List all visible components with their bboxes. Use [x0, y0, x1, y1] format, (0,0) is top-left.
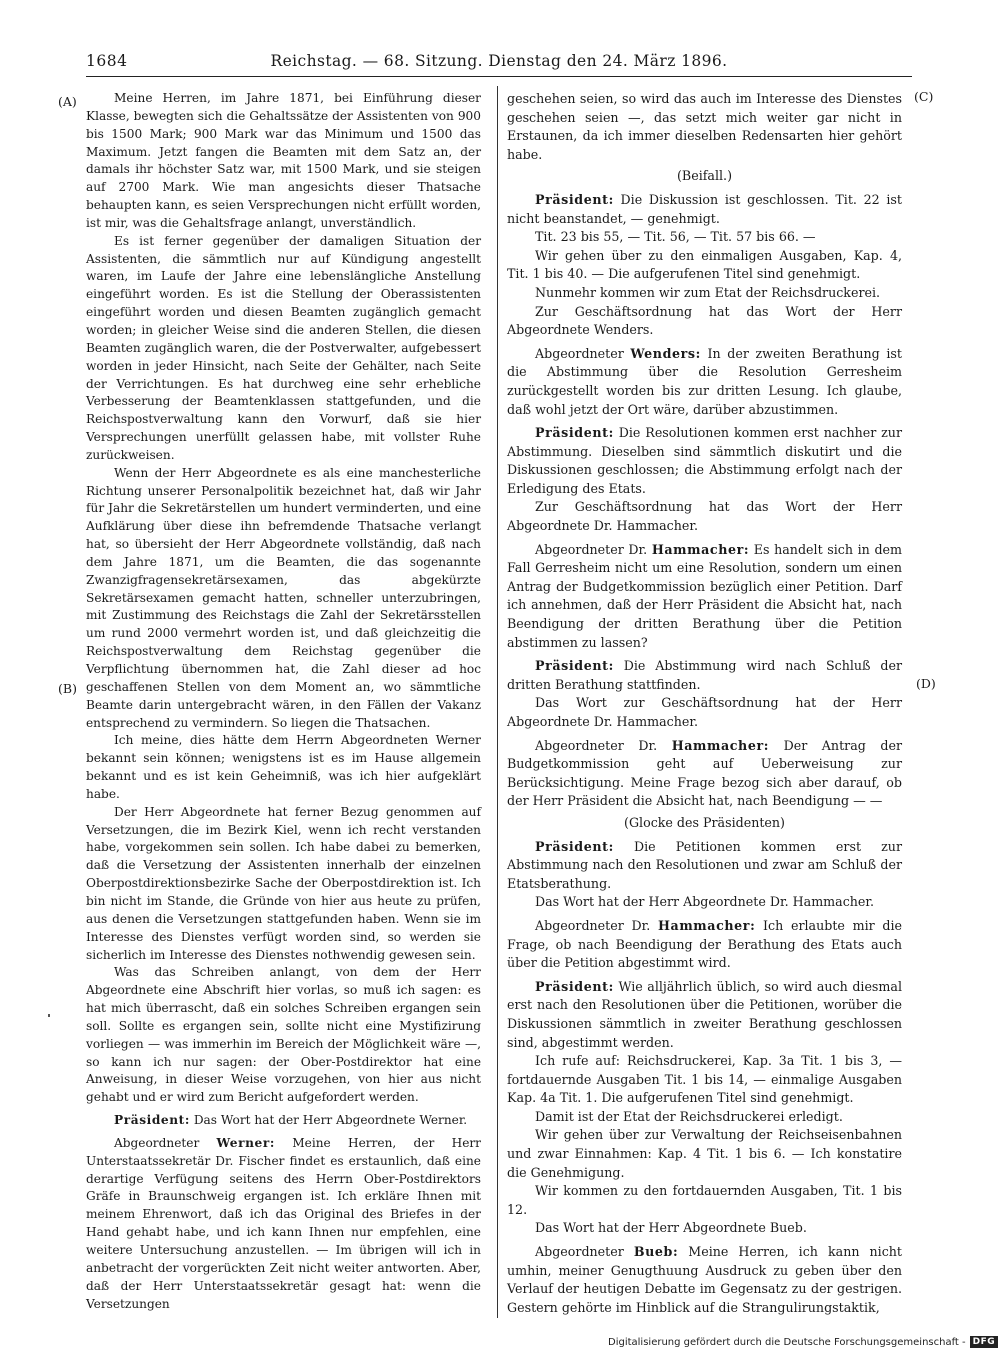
text-paragraph	[507, 284, 902, 303]
paragraph-text: Wir gehen über zu den einmaligen Ausgaben, Kap. 4, Tit. 1 bis 40. — Die aufgerufenen Titel sind genehmigt.	[507, 247, 902, 282]
speech-paragraph	[507, 191, 902, 228]
footer-credit-text: Digitalisierung gefördert durch die Deutsche Forschungsgemeinschaft -	[608, 1337, 966, 1348]
paragraph-text: Zur Geschäftsordnung hat das Wort der Herr Abgeordnete Wenders.	[507, 303, 902, 338]
margin-mark-b: (B)	[58, 681, 77, 696]
speech-paragraph	[507, 345, 902, 419]
footer-credit	[608, 1336, 996, 1350]
running-head: Reichstag. — 68. Sitzung. Dienstag den 24. März 1896.	[270, 52, 728, 70]
paragraph-text: geschehen seien, so wird das auch im Interesse des Dienstes geschehen seien —, das setzt mich weiter gar nicht in Erstaunen, da ich immer dieselben Redensarten hier gehört habe.	[507, 91, 902, 162]
text-paragraph	[507, 498, 902, 535]
speech-paragraph	[507, 917, 902, 973]
paragraph-text: Damit ist der Etat der Reichsdruckerei erledigt.	[535, 1108, 843, 1124]
column-divider	[497, 86, 498, 1318]
dfg-logo: DFG	[970, 1336, 999, 1348]
header-rule	[86, 76, 912, 77]
speaker-name: Präsident:	[535, 658, 614, 674]
text-paragraph	[86, 804, 481, 965]
speech-paragraph	[86, 1112, 481, 1130]
margin-mark-c: (C)	[914, 89, 934, 104]
text-paragraph	[507, 1108, 902, 1127]
speech-paragraph	[86, 1135, 481, 1313]
paragraph-text: Das Wort zur Geschäftsordnung hat der Herr Abgeordnete Dr. Hammacher.	[507, 695, 902, 729]
paragraph-text: Meine Herren, im Jahre 1871, bei Einführung dieser Klasse, bewegten sich die Gehaltssätze der Assistenten von 900 bis 1500 Mark; 900 Mark war das Minimum und 1500 das Maximum. Jetzt fangen die Beamten mit dem Satz an, der damals ihr höchster Satz war, mit 1500 Mark, und sie steigen auf 2700 Mark. Wie man angesichts dieser Thatsache behaupten kann, es seien Versprechungen nicht erfüllt worden, ist mir, was die Gehaltsfrage anlangt, unverständlich.	[86, 91, 481, 230]
text-paragraph	[507, 247, 902, 284]
paragraph-text: Das Wort hat der Herr Abgeordnete Werner.	[189, 1113, 468, 1128]
paragraph-text: Die Diskussion ist geschlossen. Tit. 22 ist nicht beanstandet, — genehmigt.	[507, 191, 902, 226]
text-paragraph	[507, 1126, 902, 1182]
speaker-name: Präsident:	[535, 978, 614, 994]
speaker-name: Werner:	[216, 1135, 275, 1150]
speaker-name: Präsident:	[535, 838, 614, 854]
left-column	[86, 90, 481, 1313]
text-paragraph	[86, 465, 481, 733]
margin-mark-a: (A)	[58, 94, 77, 109]
text-paragraph	[507, 893, 902, 912]
text-paragraph	[507, 1182, 902, 1219]
paragraph-text: Der Herr Abgeordnete hat ferner Bezug genommen auf Versetzungen, die im Bezirk Kiel, wenn ich recht verstanden habe, vorgekommen sein sollen. Ich habe dabei zu bemerken, daß die Versetzung der Assistenten innerhalb der einzelnen Oberpostdirektionsbezirke Sache der Oberpostdirektion ist. Ich bin nicht im Stande, die Gründe von hier aus heute zu prüfen, aus denen die Versetzungen stattgefunden haben. Wenn sie im Interesse des Dienstes verfügt worden sind, so werden sie sicherlich im Interesse des Dienstes nothwendig gewesen sein.	[86, 804, 481, 962]
text-paragraph	[507, 90, 902, 164]
speaker-name: Hammacher:	[651, 541, 750, 557]
text-paragraph	[507, 694, 902, 731]
speaker-name: Präsident:	[535, 425, 614, 441]
speaker-name: Präsident:	[535, 191, 614, 207]
speaker-title: Abgeordneter	[535, 345, 631, 361]
text-paragraph	[507, 303, 902, 340]
text-paragraph	[507, 1219, 902, 1238]
paragraph-text: Der Antrag der Budgetkommission geht auf Ueberweisung zur Berücksichtigung. Meine Frage bezog sich aber darauf, ob der Herr Präsident die Absicht hat, nach Beendigung — —	[507, 737, 902, 809]
paragraph-text: Die Petitionen kommen erst zur Abstimmung nach den Resolutionen und zwar am Schluß der Etatsberathung.	[507, 838, 902, 891]
stage-direction: (Beifall.)	[677, 168, 732, 184]
speech-paragraph	[507, 737, 902, 811]
paragraph-text: Wie alljährlich üblich, so wird auch diesmal erst nach den Resolutionen über die Petitionen, worüber die Diskussionen sämmtlich in zweiter Berathung geschlossen sind, abgestimmt werden.	[507, 978, 902, 1050]
paragraph-text: Es handelt sich in dem Fall Gerresheim nicht um eine Resolution, sondern um einen Antrag der Budgetkommission bezüglich einer Petition. Darf ich annehmen, daß der Herr Präsident die Absicht hat, nach Beendigung der dritten Berathung über die Petition abstimmen zu lassen?	[507, 541, 903, 650]
margin-mark-d: (D)	[916, 676, 936, 691]
paragraph-text: Es ist ferner gegenüber der damaligen Situation der Assistenten, die sämmtlich nur auf Kündigung angestellt waren, im Laufe der Jahre eine lebenslängliche Anstellung eingeführt worden. Es ist die Stellung der Oberassistenten eingeführt worden und diesen Beamten zugänglich gemacht worden; in gleicher Weise sind die anderen Stellen, die diesen Beamten zugänglich waren, die der Postverwalter, aufgebessert worden in jeder Hinsicht, nach Seite der Gehälter, nach Seite der Verrichtungen. Es hat durchweg eine sehr erhebliche Verbesserung der Beamtenklassen stattgefunden, und die Reichspostverwaltung kann den Vorwurf, daß sie hier Versprechungen unerfüllt gelassen habe, mit vollster Ruhe zurückweisen.	[86, 233, 481, 462]
speech-paragraph	[507, 838, 902, 894]
speech-paragraph	[507, 541, 902, 653]
page-number: 1684	[86, 52, 128, 70]
stage-direction: (Glocke des Präsidenten)	[624, 814, 785, 830]
speaker-name: Präsident:	[114, 1113, 190, 1128]
text-paragraph	[507, 1052, 902, 1108]
speech-paragraph	[507, 1243, 902, 1317]
speaker-title: Abgeordneter	[535, 1244, 634, 1260]
text-paragraph	[86, 233, 481, 465]
paragraph-text: Meine Herren, der Herr Unterstaatssekretär Dr. Fischer findet es erstaunlich, daß eine derartige Verfügung seitens des Herrn Ober-Postdirektors Gräfe in Braunschweig ergangen ist. Ich erkläre Ihnen mit meinem Ehrenwort, daß ich das Original des Briefes in der Hand gehabt habe, und ich kann Ihnen nur empfehlen, eine weitere Untersuchung anzustellen. — Im übrigen will ich in anbetracht der vorgerückten Zeit nicht weiter antworten. Aber, daß der Herr Unterstaatssekretär gesagt hat: wenn die Versetzungen	[86, 1135, 481, 1311]
speaker-title: Abgeordneter	[114, 1135, 217, 1150]
paragraph-text: Wenn der Herr Abgeordnete es als eine manchesterliche Richtung unserer Personalpolitik bezeichnet hat, daß wir Jahr für Jahr die Sekretärstellen um hundert verminderten, und eine Aufklärung über diese ihn befremdende Thatsache verlangt hat, so übersieht der Herr Abgeordnete vollständig, daß nach dem Jahre 1871, um die Beamten, die das sogenannte Zwanzigfragensekretärsexamen, das abgekürzte Sekretärsexamen gemacht hatten, schneller unterzubringen, mit Zustimmung des Reichstags die Zahl der Sekretärsstellen um rund 2000 vermehrt worden ist, und daß gleichzeitig die Reichspostverwaltung dem Reichstag gegenüber die Verpflichtung übernommen hat, die Zahl dieser ad hoc geschaffenen Stellen von dem Moment an, wo sämmtliche Beamte darin untergebracht wären, in den Fällen der Vakanz entsprechend zu vermindern. So liegen die Thatsachen.	[86, 465, 481, 730]
paragraph-text: Wir gehen über zur Verwaltung der Reichseisenbahnen und zwar Einnahmen: Kap. 4 Tit. 1 bis 6. — Ich konstatire die Genehmigung.	[507, 1127, 902, 1180]
speaker-name: Hammacher:	[658, 917, 756, 933]
text-paragraph	[86, 964, 481, 1107]
speaker-name: Wenders:	[630, 345, 701, 361]
paragraph-text: Ich meine, dies hätte dem Herrn Abgeordneten Werner bekannt sein können; wenigstens ist es im Hause allgemein bekannt und es ist kein Geheimniß, was ich hier aufgeklärt habe.	[86, 733, 481, 801]
speech-paragraph	[507, 978, 902, 1052]
paragraph-text: Meine Herren, ich kann nicht umhin, meiner Genugthuung Ausdruck zu geben über den Verlauf der heutigen Debatte im Gegensatz zu der gestrigen. Gestern gehörte im Hinblick auf die Strangulirungstaktik,	[507, 1244, 902, 1315]
paragraph-text: Tit. 23 bis 55, — Tit. 56, — Tit. 57 bis 66. —	[535, 229, 816, 245]
speech-paragraph	[507, 424, 902, 498]
paragraph-text: Ich rufe auf: Reichsdruckerei, Kap. 3a Tit. 1 bis 3, — fortdauernde Ausgaben Tit. 1 bis 14, — einmalige Ausgaben Kap. 4a Tit. 1. Die aufgerufenen Titel sind genehmigt.	[507, 1053, 902, 1106]
right-column	[507, 90, 902, 1317]
paragraph-text: Die Resolutionen kommen erst nachher zur Abstimmung. Dieselben sind sämmtlich diskutirt und die Diskussionen geschlossen; die Abstimmung erfolgt nach der Erledigung des Etats.	[507, 425, 902, 496]
paragraph-text: Wir kommen zu den fortdauernden Ausgaben, Tit. 1 bis 12.	[507, 1183, 902, 1217]
speaker-title: Abgeordneter Dr.	[535, 737, 672, 753]
scan-speck	[48, 1014, 50, 1017]
speaker-title: Abgeordneter Dr.	[535, 541, 652, 557]
speaker-name: Hammacher:	[671, 737, 770, 753]
speech-paragraph	[507, 657, 902, 694]
paragraph-text: Ich erlaubte mir die Frage, ob nach Beendigung der Berathung des Etats auch über die Petition abgestimmt wird.	[507, 917, 902, 971]
paragraph-text: Nunmehr kommen wir zum Etat der Reichsdruckerei.	[535, 284, 881, 300]
paragraph-text: Das Wort hat der Herr Abgeordnete Dr. Hammacher.	[535, 894, 875, 910]
paragraph-text: In der zweiten Berathung ist die Abstimmung über die Resolution Gerresheim zurückgestellt worden bis zur dritten Lesung. Ich glaube, daß wohl jetzt der Ort wäre, darüber abzustimmen.	[507, 345, 903, 417]
text-paragraph	[86, 732, 481, 803]
speaker-name: Bueb:	[633, 1244, 679, 1260]
text-paragraph	[507, 228, 902, 247]
paragraph-text: Zur Geschäftsordnung hat das Wort der Herr Abgeordnete Dr. Hammacher.	[507, 499, 902, 534]
paragraph-text: Was das Schreiben anlangt, von dem der Herr Abgeordnete eine Abschrift hier vorlas, so muß ich sagen: es hat mich überrascht, daß ein solches Schreiben ergangen sein soll. Sollte es ergangen sein, sollte nicht eine Mystifizirung vorliegen — was immerhin im Bereich der Möglichkeit wäre —, so kann ich nur sagen: der Ober-Postdirektor hat eine Anweisung, in dieser Weise vorzugehen, von hier aus nicht gehabt und er wird zum Bericht aufgefordert werden.	[86, 965, 481, 1105]
text-paragraph	[86, 90, 481, 233]
speaker-title: Abgeordneter Dr.	[535, 917, 658, 933]
page-header	[86, 48, 912, 74]
paragraph-text: Das Wort hat der Herr Abgeordnete Bueb.	[535, 1220, 807, 1236]
paragraph-text: Die Abstimmung wird nach Schluß der dritten Berathung stattfinden.	[507, 658, 902, 692]
